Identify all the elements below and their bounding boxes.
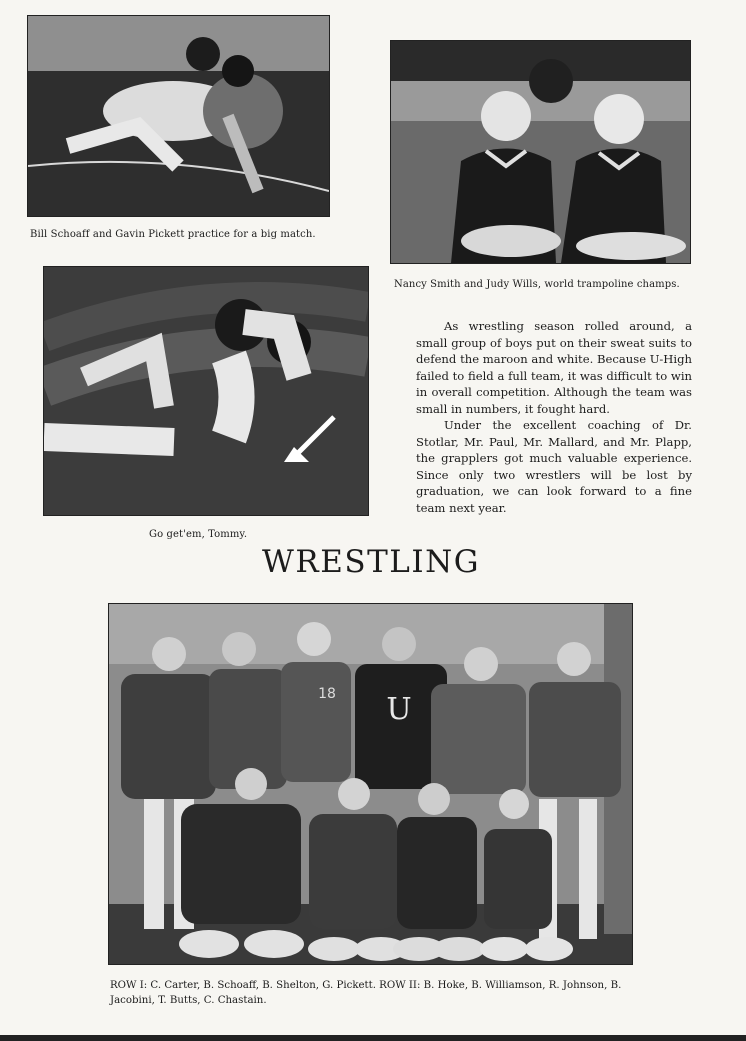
article-paragraph: Under the excellent coaching of Dr. Stotlar, Mr. Paul, Mr. Mallard, and Mr. Plapp, the grapplers got much valuable experience. Since only two wrestlers will be lost by graduation, we can look forward to a fine team next year. — [416, 418, 692, 515]
article-body — [416, 318, 692, 516]
photo-trampoline-caption: Nancy Smith and Judy Wills, world trampoline champs. — [394, 279, 680, 290]
photo-tommy-caption: Go get'em, Tommy. — [149, 529, 248, 540]
team-roster-caption: ROW I: C. Carter, B. Schoaff, B. Shelton, G. Pickett. ROW II: B. Hoke, B. Williamson, R. Johnson, B. Jacobini, T. Butts, C. Chastain. — [110, 980, 622, 1006]
photo-go-get-em — [43, 266, 369, 516]
page-heading: WRESTLING — [262, 544, 480, 580]
photo-trampoline-champs — [390, 40, 691, 264]
article-paragraph: As wrestling season rolled around, a small group of boys put on their sweat suits to defend the maroon and white. Because U-High failed to field a full team, it was difficult to win in overall competition. Although the team was small in numbers, it fought hard. — [416, 319, 692, 416]
photo-practice-caption: Bill Schoaff and Gavin Pickett practice for a big match. — [30, 229, 316, 240]
page-bottom-edge — [0, 1035, 746, 1041]
sweatshirt-number: 18 — [318, 686, 336, 702]
photo-practice-match — [27, 15, 330, 217]
photo-team — [108, 603, 633, 965]
jacket-letter: U — [386, 692, 412, 727]
